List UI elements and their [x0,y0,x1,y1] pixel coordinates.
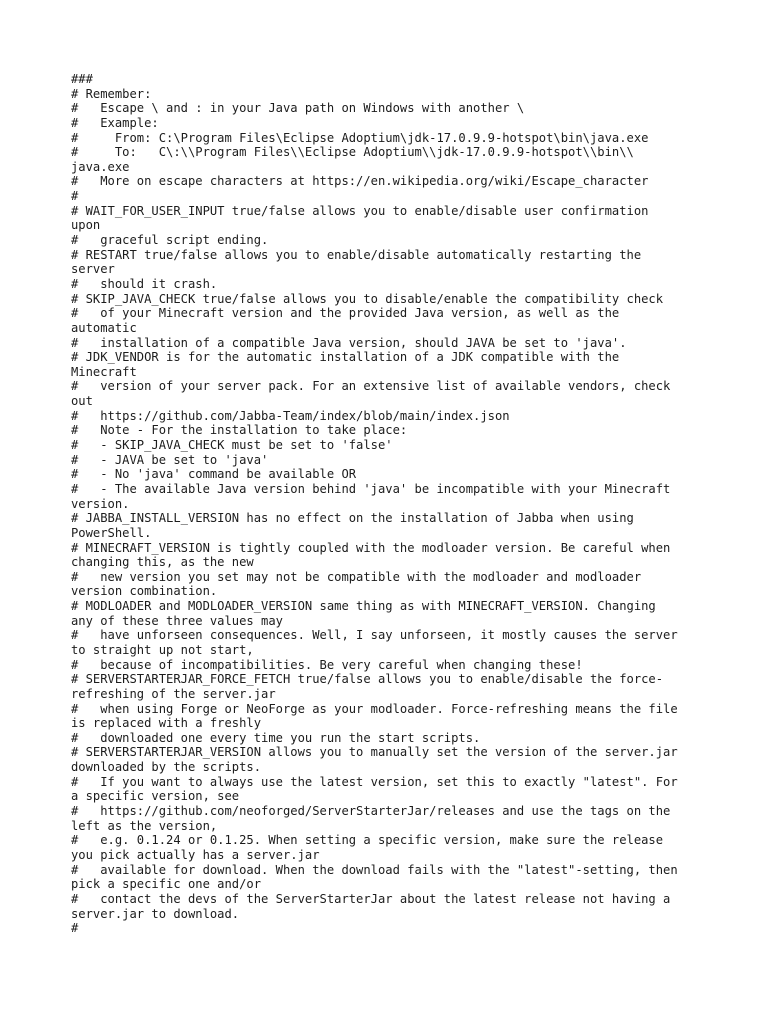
doc-line: # MODLOADER and MODLOADER_VERSION same thing as with MINECRAFT_VERSION. Changing [71,599,656,614]
doc-line: # - JAVA be set to 'java' [71,452,269,467]
doc-line: # To: C\:\\Program Files\\Eclipse Adoptium\\jdk-17.0.9.9-hotspot\\bin\\ [71,145,634,160]
doc-line: # because of incompatibilities. Be very careful when changing these! [71,657,583,672]
doc-line: # - The available Java version behind 'java' be incompatible with your Minecraft [71,481,671,496]
doc-line: # If you want to always use the latest version, set this to exactly "latest". For [71,774,678,789]
doc-line: # - No 'java' command be available OR [71,467,357,482]
doc-line: # Example: [71,115,159,130]
doc-line: # should it crash. [71,276,218,291]
doc-line: to straight up not start, [71,642,254,657]
doc-line: # JDK_VENDOR is for the automatic installation of a JDK compatible with the [71,350,620,365]
doc-line: # SKIP_JAVA_CHECK true/false allows you to disable/enable the compatibility check [71,291,664,306]
doc-line: # downloaded one every time you run the start scripts. [71,730,481,745]
doc-line: # SERVERSTARTERJAR_FORCE_FETCH true/false allows you to enable/disable the force- [71,672,664,687]
doc-line: version combination. [71,584,218,599]
doc-line: # More on escape characters at https://en.wikipedia.org/wiki/Escape_character [71,174,649,189]
doc-line: refreshing of the server.jar [71,686,276,701]
doc-line: a specific version, see [71,789,240,804]
doc-line: upon [71,218,101,233]
doc-line: # https://github.com/neoforged/ServerStarterJar/releases and use the tags on the [71,804,671,819]
doc-line: # Escape \ and : in your Java path on Windows with another \ [71,101,525,116]
doc-line: # MINECRAFT_VERSION is tightly coupled with the modloader version. Be careful when [71,540,671,555]
doc-line: out [71,394,93,409]
doc-line: java.exe [71,159,130,174]
doc-line: pick a specific one and/or [71,877,262,892]
doc-line: # From: C:\Program Files\Eclipse Adoptium\jdk-17.0.9.9-hotspot\bin\java.exe [71,130,649,145]
doc-line: # [71,921,79,936]
doc-line: # available for download. When the download fails with the "latest"-setting, then [71,862,678,877]
doc-line: # when using Forge or NeoForge as your modloader. Force-refreshing means the file [71,701,678,716]
doc-line: # - SKIP_JAVA_CHECK must be set to 'false' [71,438,393,453]
doc-line: left as the version, [71,818,218,833]
doc-line: # graceful script ending. [71,233,269,248]
doc-line: version. [71,496,130,511]
doc-line: # installation of a compatible Java version, should JAVA be set to 'java'. [71,335,627,350]
document-page [71,72,703,936]
doc-line: downloaded by the scripts. [71,760,262,775]
doc-line: Minecraft [71,364,137,379]
doc-line: # contact the devs of the ServerStarterJar about the latest release not having a [71,891,671,906]
doc-line: you pick actually has a server.jar [71,847,320,862]
doc-line: # version of your server pack. For an extensive list of available vendors, check [71,379,671,394]
doc-line: # RESTART true/false allows you to enable/disable automatically restarting the [71,247,642,262]
doc-line: # JABBA_INSTALL_VERSION has no effect on the installation of Jabba when using [71,511,634,526]
doc-line: # [71,189,79,204]
doc-line: # of your Minecraft version and the provided Java version, as well as the [71,306,620,321]
doc-line: server [71,262,115,277]
doc-line: changing this, as the new [71,555,254,570]
doc-line: # WAIT_FOR_USER_INPUT true/false allows you to enable/disable user confirmation [71,203,649,218]
doc-line: server.jar to download. [71,906,240,921]
doc-line: is replaced with a freshly [71,716,262,731]
doc-line: PowerShell. [71,525,152,540]
doc-line: # have unforseen consequences. Well, I say unforseen, it mostly causes the server [71,628,678,643]
doc-line: # new version you set may not be compatible with the modloader and modloader [71,569,642,584]
doc-line: ### [71,72,93,86]
doc-line: # Remember: [71,86,152,101]
doc-line: automatic [71,320,137,335]
doc-line: # e.g. 0.1.24 or 0.1.25. When setting a specific version, make sure the release [71,833,664,848]
doc-line: any of these three values may [71,613,283,628]
doc-line: # https://github.com/Jabba-Team/index/blob/main/index.json [71,408,510,423]
doc-line: # Note - For the installation to take place: [71,423,408,438]
doc-line: # SERVERSTARTERJAR_VERSION allows you to manually set the version of the server.jar [71,745,678,760]
